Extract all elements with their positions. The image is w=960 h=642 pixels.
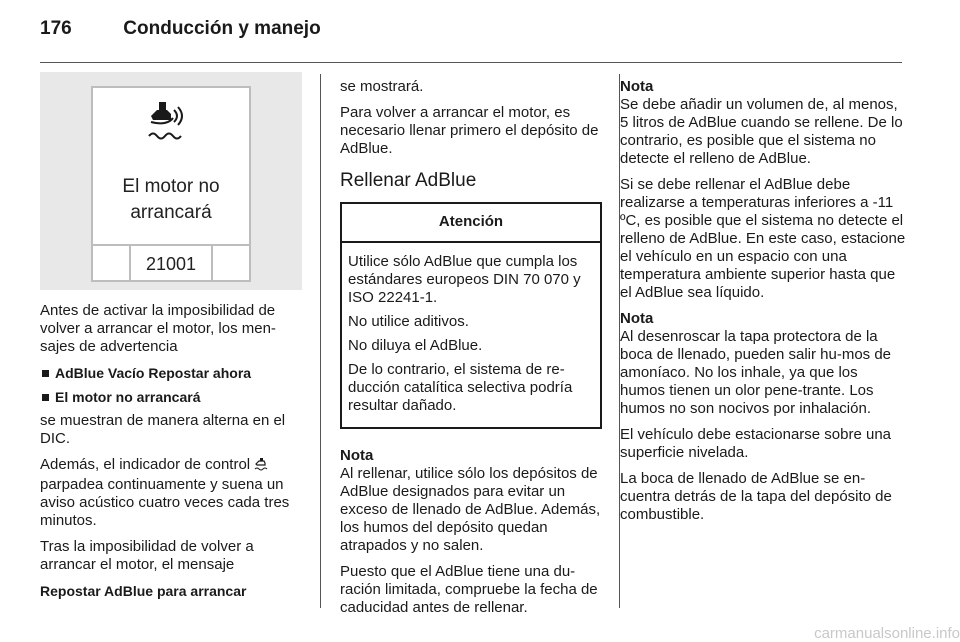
- dic-message: [93, 174, 249, 226]
- header-rule: [40, 62, 902, 63]
- bullet-item: [40, 388, 305, 406]
- dic-display-figure: [40, 72, 302, 290]
- column-3: [620, 78, 906, 532]
- message-text: Repostar AdBlue para arrancar: [40, 583, 247, 599]
- note-label: Nota: [620, 310, 654, 327]
- paragraph: se muestran de manera alterna en el DIC.: [40, 412, 286, 447]
- paragraph: Si se debe rellenar el AdBlue debe realizarse a temperaturas inferiores a -11 ºC, es posible que el sistema no detecte el relleno de AdBlue. En este caso, estacione el vehículo en un espacio con una temperatura ambiente superior hasta que el AdBlue sea líquido.: [620, 176, 906, 301]
- dic-code: 21001: [145, 254, 197, 274]
- bullet-text: El motor no arrancará: [55, 389, 201, 405]
- paragraph: [40, 456, 305, 530]
- column-2: [340, 78, 602, 625]
- paragraph: De lo contrario, el sistema de re-ducción catalítica selectiva podría resultar dañado.: [348, 361, 573, 414]
- dic-cell-right: [211, 246, 249, 280]
- dic-cell-left: [93, 246, 131, 280]
- chapter-title: Conducción y manejo: [123, 18, 321, 39]
- dic-display-panel: [91, 86, 251, 282]
- section-title: Rellenar AdBlue: [340, 170, 477, 191]
- adblue-control-icon: [254, 457, 270, 476]
- attention-body: [342, 243, 600, 427]
- bullet-item: [40, 364, 305, 382]
- page-number: 176: [40, 18, 72, 39]
- paragraph: Puesto que el AdBlue tiene una du-ración limitada, compruebe la fecha de caducidad antes de rellenar.: [340, 563, 598, 616]
- paragraph: Al desenroscar la tapa protectora de la boca de llenado, pueden salir hu-mos de amoníaco. No los inhale, ya que los humos tienen un olor pene-trante. Los humos no son nocivos por inhalación.: [620, 328, 892, 417]
- paragraph: Para volver a arrancar el motor, es necesario llenar primero el depósito de AdBlue.: [340, 104, 599, 157]
- paragraph: El vehículo debe estacionarse sobre una superficie nivelada.: [620, 426, 892, 461]
- note-label: Nota: [340, 447, 374, 464]
- bullet-icon: [42, 370, 49, 377]
- paragraph-text: Además, el indicador de control: [40, 456, 251, 473]
- paragraph: La boca de llenado de AdBlue se en-cuentra detrás de la tapa del depósito de combustible.: [620, 470, 892, 523]
- paragraph: Utilice sólo AdBlue que cumpla los estándares europeos DIN 70 070 y ISO 22241-1.: [348, 253, 581, 306]
- paragraph: No utilice aditivos.: [348, 313, 469, 330]
- bullet-text: AdBlue Vacío Repostar ahora: [55, 365, 252, 381]
- paragraph: Tras la imposibilidad de volver a arrancar el motor, el mensaje: [40, 538, 254, 573]
- paragraph-text: parpadea continuamente y suena un aviso acústico cuatro veces cada tres minutos.: [40, 476, 290, 529]
- dic-message-line2: arrancará: [130, 202, 212, 223]
- attention-title: Atención: [342, 204, 600, 243]
- bullet-icon: [42, 394, 49, 401]
- column-divider: [320, 74, 321, 608]
- attention-box: [340, 202, 602, 429]
- dic-status-bar: [93, 244, 249, 280]
- note-label: Nota: [620, 78, 654, 95]
- column-1: [40, 302, 305, 608]
- dic-message-line1: El motor no: [122, 176, 220, 197]
- watermark: carmanualsonline.info: [814, 625, 960, 642]
- paragraph: Al rellenar, utilice sólo los depósitos de AdBlue designados para evitar un exceso de llenado de AdBlue. Además, los humos del depósito quedan atrapados y no salen.: [340, 465, 601, 554]
- paragraph: se mostrará.: [340, 78, 424, 95]
- paragraph: Se debe añadir un volumen de, al menos, 5 litros de AdBlue cuando se rellene. De lo contrario, es posible que el sistema no detecte el relleno de AdBlue.: [620, 96, 903, 167]
- paragraph: Antes de activar la imposibilidad de volver a arrancar el motor, los men-sajes de advertencia: [40, 302, 276, 355]
- paragraph: No diluya el AdBlue.: [348, 337, 483, 354]
- page-header: [40, 18, 321, 40]
- adblue-warning-icon: [143, 96, 203, 151]
